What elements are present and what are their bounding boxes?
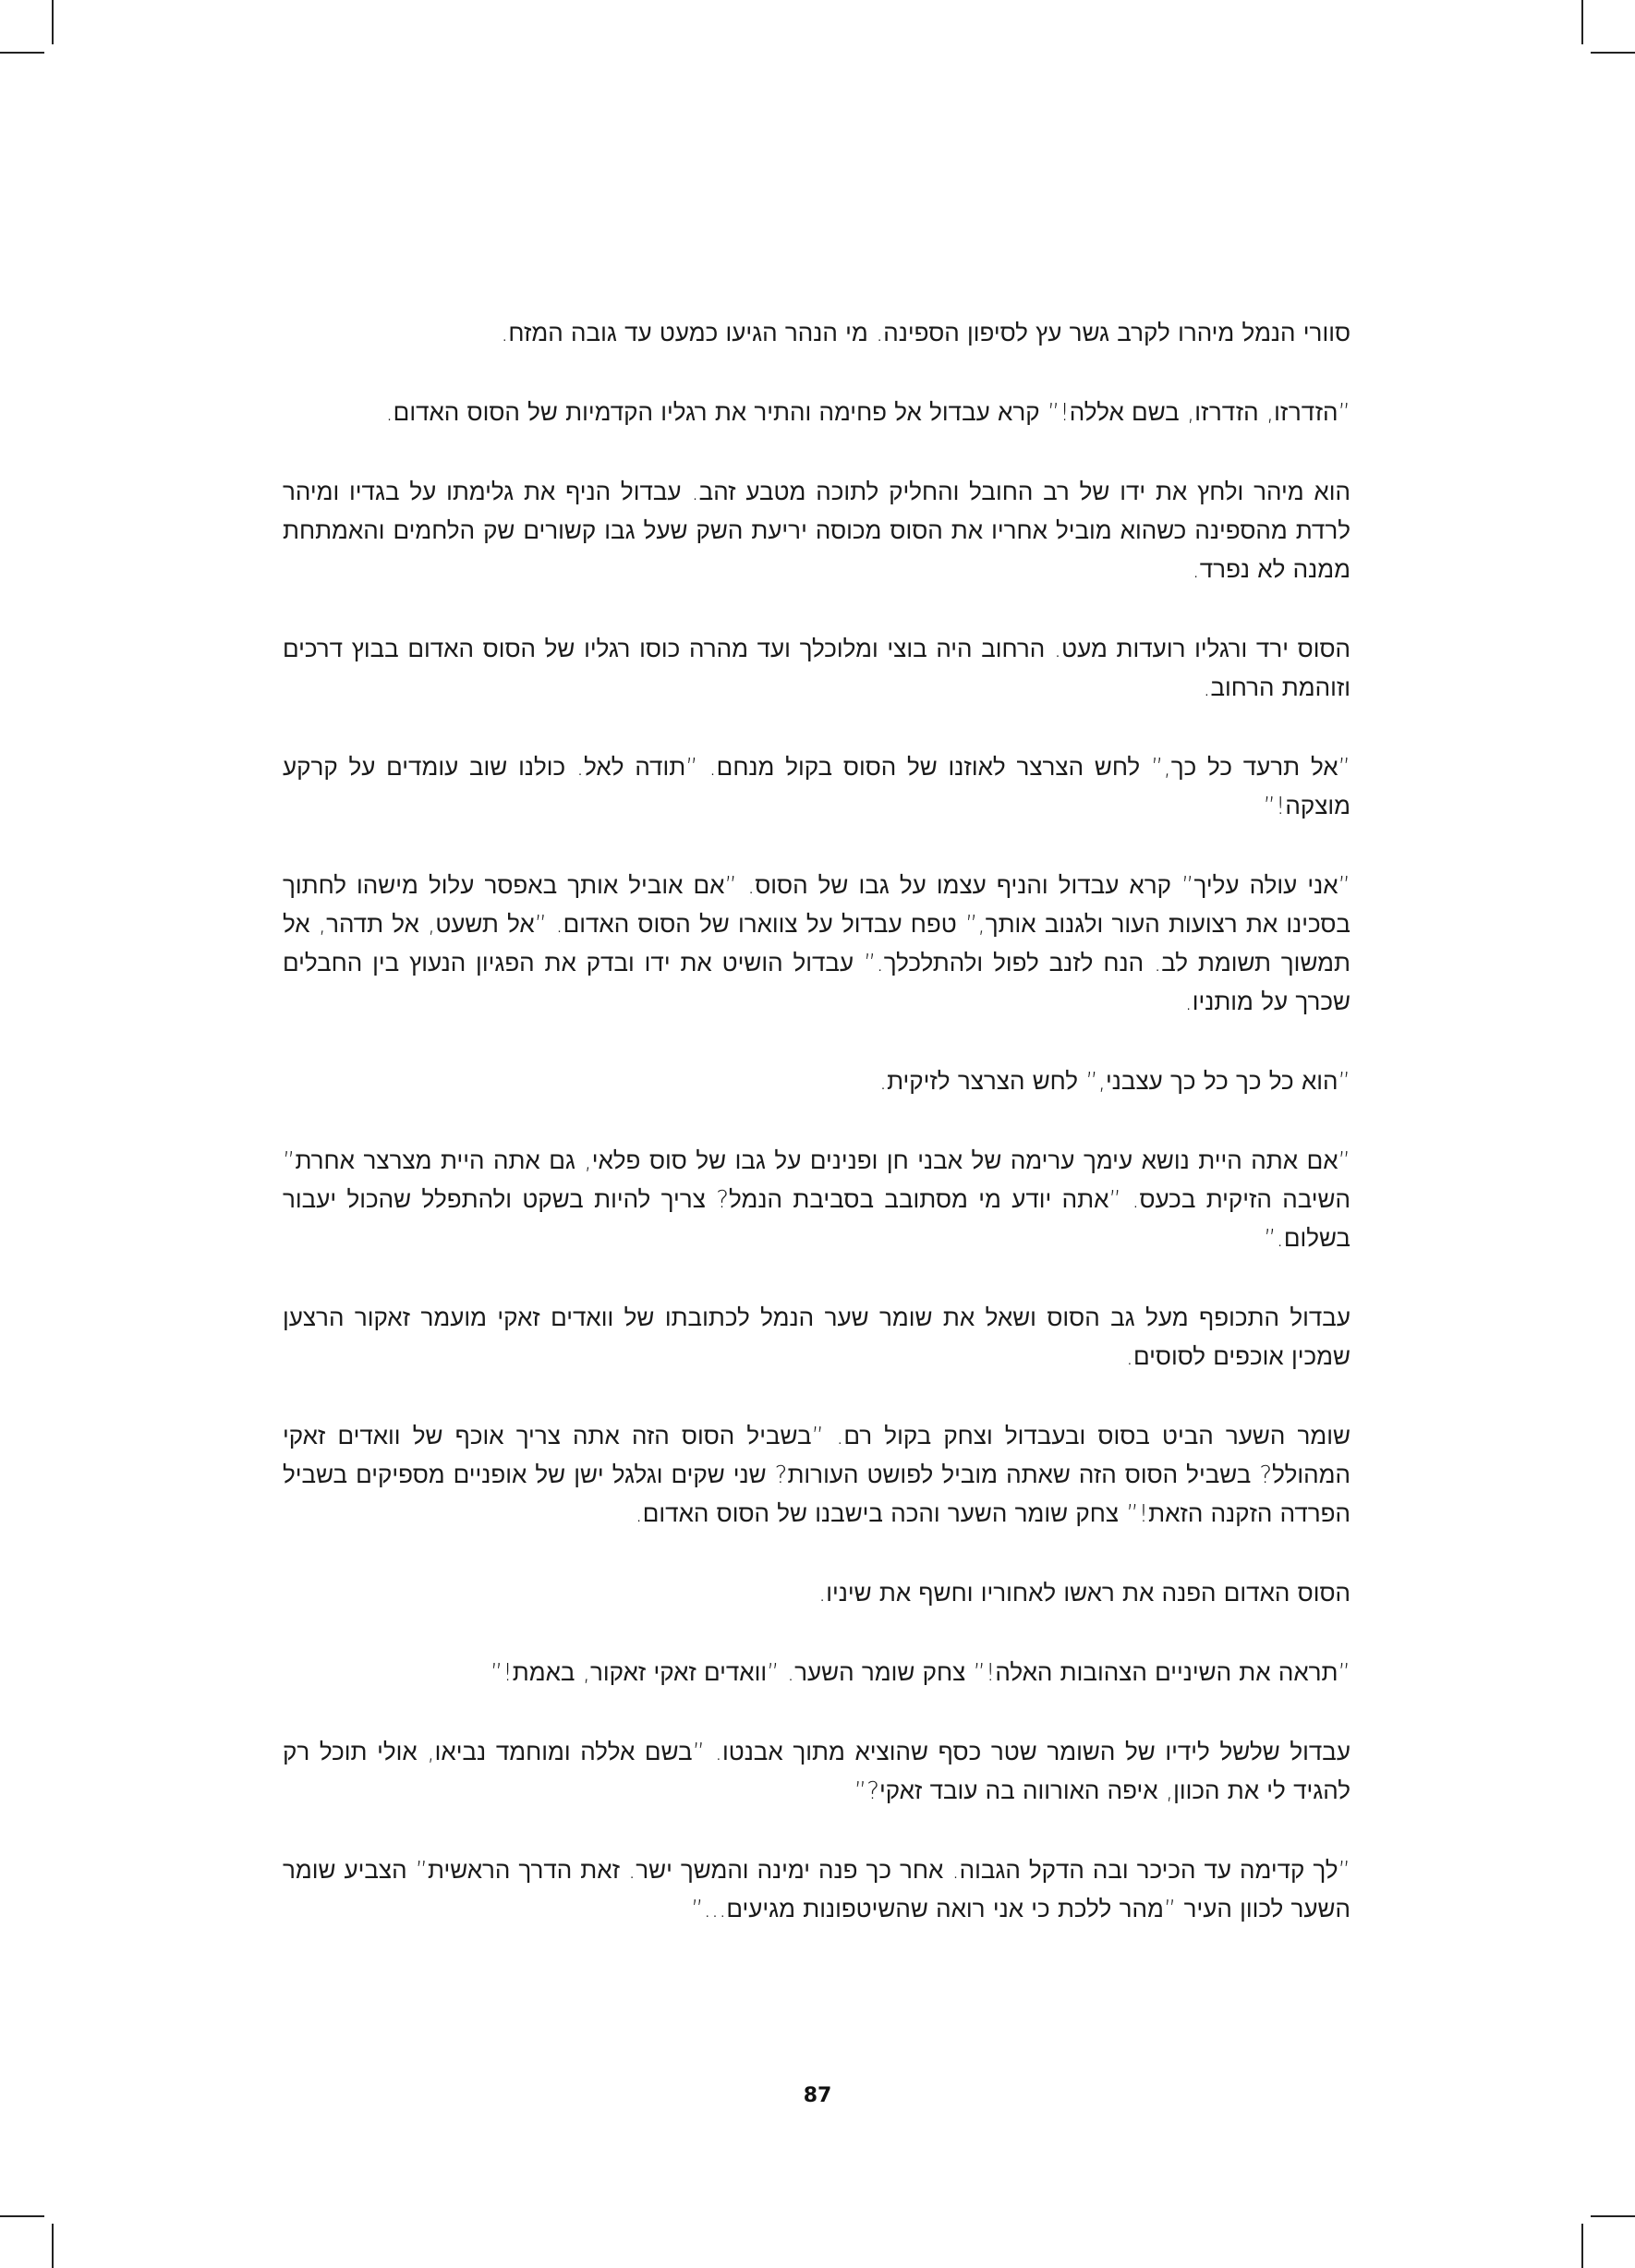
paragraph: ”תראה את השיניים הצהובות האלה!” צחק שומר השער. ”וואדים זאקי זאקור, באמת!” xyxy=(490,1659,1350,1687)
body-text xyxy=(283,314,1350,1970)
paragraph: ”לך קדימה עד הכיכר ובה הדקל הגבוה. אחר כך פנה ימינה והמשך ישר. זאת הדרך הראשית” הצביע שומר השער לכוון העיר ”מהר ללכת כי אני רואה שהשיטפונות מגיעים...” xyxy=(283,1857,1350,1923)
crop-mark-top-left-vertical xyxy=(52,0,54,44)
crop-mark-bottom-left-horizontal xyxy=(0,2215,44,2217)
crop-mark-top-left-horizontal xyxy=(0,52,44,54)
paragraph: הסוס ירד ורגליו רועדות מעט. הרחוב היה בוצי ומלוכלך ועד מהרה כוסו רגליו של הסוס האדום בבוץ דרכים וזוהמת הרחוב. xyxy=(283,636,1350,702)
page-number: 87 xyxy=(803,2084,832,2107)
crop-mark-bottom-left-vertical xyxy=(52,2224,54,2268)
crop-mark-top-right-vertical xyxy=(1581,0,1583,44)
paragraph: ”הזדרזו, הזדרזו, בשם אללה!” קרא עבדול אל פחימה והתיר את רגליו הקדמיות של הסוס האדום. xyxy=(385,399,1350,427)
paragraph: ”אל תרעד כל כך,” לחש הצרצר לאוזנו של הסוס בקול מנחם. ”תודה לאל. כולנו שוב עומדים על קרקע מוצקה!” xyxy=(283,754,1350,820)
paragraph: הסוס האדום הפנה את ראשו לאחוריו וחשף את שיניו. xyxy=(818,1580,1350,1607)
paragraph: ”אני עולה עליך” קרא עבדול והניף עצמו על גבו של הסוס. ”אם אוביל אותך באפסר עלול מישהו לחתוך בסכינו את רצועות העור ולגנוב אותך,” טפח עבדול על צווארו של הסוס האדום. ”אל תשעט, אל תדהר, אל תמשוך תשומת לב. הנח לזנב לפול ולהתלכלך.” עבדול הושיט את ידו ובדק את הפגיון הנעוץ בין החבלים שכרך על מותניו. xyxy=(283,872,1350,1016)
paragraph: הוא מיהר ולחץ את ידו של רב החובל והחליק לתוכה מטבע זהב. עבדול הניף את גלימתו על בגדיו ומיהר לרדת מהספינה כשהוא מוביל אחריו את הסוס מכוסה יריעת השק שעל גבו קשורים שק הלחמים והאמתחת ממנה לא נפרד. xyxy=(283,479,1350,584)
paragraph: סוורי הנמל מיהרו לקרב גשר עץ לסיפון הספינה. מי הנהר הגיעו כמעט עד גובה המזח. xyxy=(501,320,1350,347)
paragraph: שומר השער הביט בסוס ובעבדול וצחק בקול רם. ”בשביל הסוס הזה אתה צריך אוכף של וואדים זאקי המהולל? בשביל הסוס הזה שאתה מוביל לפושט העורות? שני שקים וגלגל ישן של אופניים מספיקים בשביל הפרדה הזקנה הזאת!” צחק שומר השער והכה בישבנו של הסוס האדום. xyxy=(283,1423,1350,1528)
paragraph: ”אם אתה היית נושא עימך ערימה של אבני חן ופנינים על גבו של סוס פלאי, גם אתה היית מצרצר אחרת” השיבה הזיקית בכעס. ”אתה יודע מי מסתובב בסביבת הנמל? צריך להיות בשקט ולהתפלל שהכול יעבור בשלום.” xyxy=(283,1147,1350,1253)
paragraph: עבדול התכופף מעל גב הסוס ושאל את שומר שער הנמל לכתובתו של וואדים זאקי מועמר זאקור הרצען שמכין אוכפים לסוסים. xyxy=(283,1304,1350,1371)
paragraph: עבדול שלשל לידיו של השומר שטר כסף שהוציא מתוך אבנטו. ”בשם אללה ומוחמד נביאו, אולי תוכל רק להגיד לי את הכוון, איפה האורווה בה עובד זאקי?” xyxy=(283,1739,1350,1805)
crop-mark-bottom-right-vertical xyxy=(1581,2224,1583,2268)
crop-mark-bottom-right-horizontal xyxy=(1591,2215,1635,2217)
crop-mark-top-right-horizontal xyxy=(1591,52,1635,54)
paragraph: ”הוא כל כך כל כך עצבני,” לחש הצרצר לזיקית. xyxy=(878,1068,1350,1096)
